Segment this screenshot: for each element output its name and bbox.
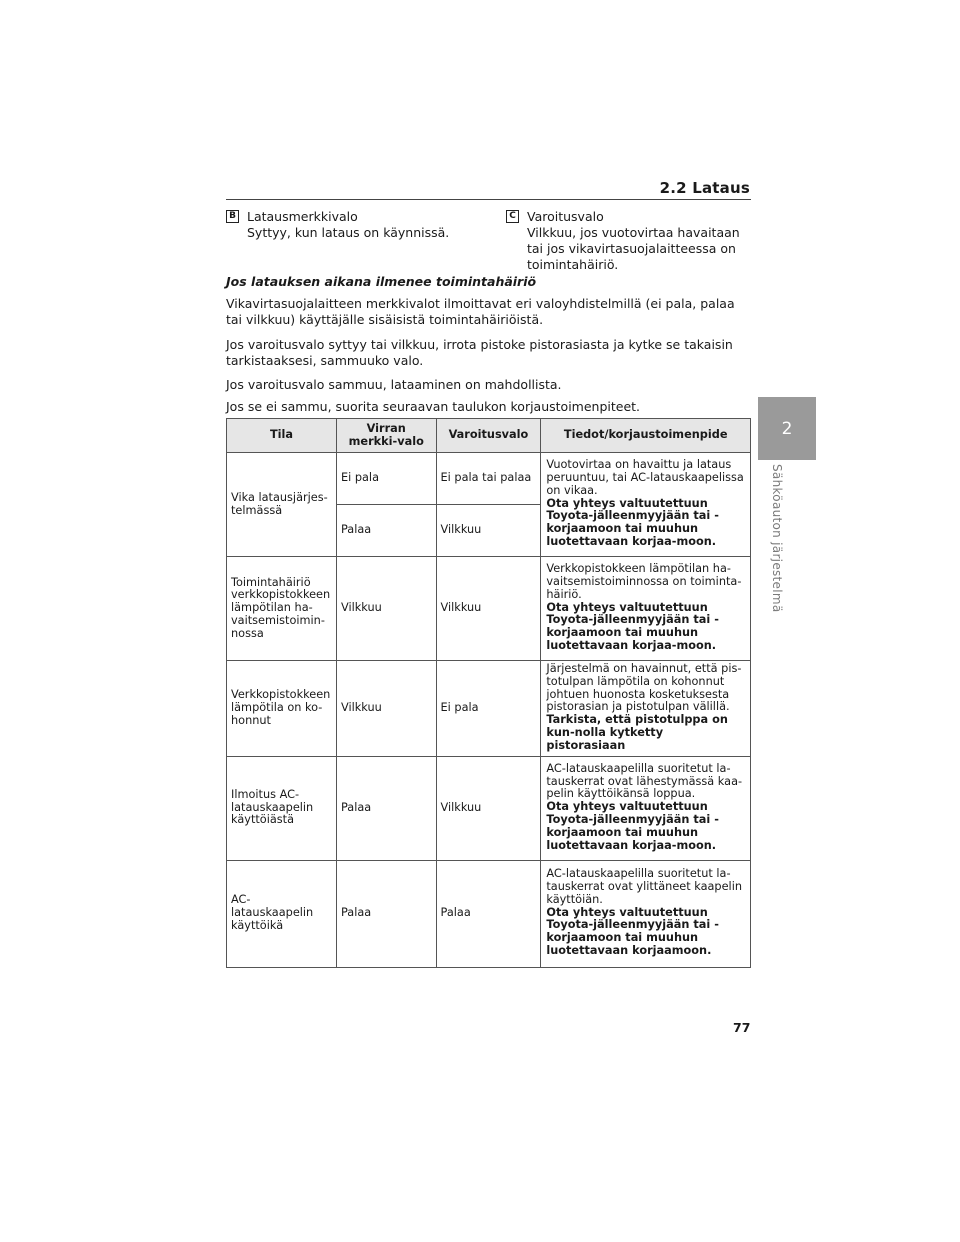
details-action: Tarkista, että pistotulppa on kun-nolla kytketty pistorasiaan [546, 713, 728, 752]
header-details: Tiedot/korjaustoimenpide [541, 419, 751, 453]
badge-c-icon: C [506, 210, 519, 223]
chapter-number: 2 [781, 418, 793, 439]
paragraph: Jos varoitusvalo sammuu, lataaminen on mahdollista. [226, 377, 562, 392]
warning-light-cell: Vilkkuu [436, 756, 541, 860]
chapter-tab[interactable] [758, 397, 816, 460]
indicator-b [226, 209, 476, 241]
warning-light-cell: Ei pala tai palaa [436, 453, 541, 505]
section-title: 2.2 Lataus [659, 179, 750, 197]
state-cell: AC-latauskaapelin käyttöikä [227, 860, 337, 967]
indicator-c-description: Vilkkuu, jos vuotovirtaa havaitaan tai jos vikavirtasuojalaitteessa on toimintahäiriö. [527, 225, 740, 272]
details-note: AC-latauskaapelilla suoritetut la-tauskerrat ovat lähestymässä kaa-pelin käyttöikänsä loppua. [546, 761, 743, 801]
power-light-cell: Vilkkuu [336, 661, 436, 757]
details-note: Järjestelmä on havainnut, että pis-totulpan lämpötila on kohonnut johtuen huonosta kosketuksesta pistorasian ja pistotulpan välillä. [546, 662, 742, 714]
header-power-light: Virran merkki-valo [336, 419, 436, 453]
table-row [227, 860, 751, 967]
details-action: Ota yhteys valtuutettuun Toyota-jälleenmyyjään tai -korjaamoon tai muuhun luotettavaan korjaa-moon. [546, 800, 719, 852]
details-note: AC-latauskaapelilla suoritetut la-tauskerrat ovat ylittäneet kaapelin käyttöiän. [546, 867, 742, 906]
warning-light-cell: Palaa [436, 860, 541, 967]
power-light-cell: Palaa [336, 505, 436, 557]
subheading: Jos latauksen aikana ilmenee toimintahäiriö [226, 274, 537, 289]
details-action: Ota yhteys valtuutettuun Toyota-jälleenmyyjään tai -korjaamoon tai muuhun luotettavaan korjaa-moon. [546, 496, 719, 548]
badge-b-icon: B [226, 210, 239, 223]
details-cell [541, 557, 751, 661]
indicator-c-title: Varoitusvalo [527, 209, 604, 224]
details-cell [541, 860, 751, 967]
state-cell: Verkkopistokkeen lämpötila on ko-honnut [227, 661, 337, 757]
details-cell [541, 661, 751, 757]
details-note: Vuotovirtaa on havaittu ja lataus peruuntuu, tai AC-latauskaapelissa on vikaa. [546, 458, 744, 497]
indicator-c [506, 209, 751, 273]
power-light-cell: Palaa [336, 756, 436, 860]
warning-light-cell: Vilkkuu [436, 557, 541, 661]
paragraph: Vikavirtasuojalaitteen merkkivalot ilmoittavat eri valoyhdistelmillä (ei pala, palaa tai vilkkuu) käyttäjälle sisäisistä toimintahäiriöistä. [226, 296, 735, 327]
power-light-cell: Vilkkuu [336, 557, 436, 661]
details-cell [541, 756, 751, 860]
paragraph: Jos varoitusvalo syttyy tai vilkkuu, irrota pistoke pistorasiasta ja kytke se takaisin tarkistaaksesi, sammuuko valo. [226, 337, 733, 368]
header-rule [226, 199, 751, 200]
page-number: 77 [733, 1020, 751, 1035]
table-header-row [227, 419, 751, 453]
indicator-b-description: Syttyy, kun lataus on käynnissä. [247, 225, 450, 240]
details-action: Ota yhteys valtuutettuun Toyota-jälleenmyyjään tai -korjaamoon tai muuhun luotettavaan korjaamoon. [546, 905, 719, 958]
table-row [227, 756, 751, 860]
warning-light-cell: Vilkkuu [436, 505, 541, 557]
table-row [227, 661, 751, 757]
details-action: Ota yhteys valtuutettuun Toyota-jälleenmyyjään tai -korjaamoon tai muuhun luotettavaan korjaa-moon. [546, 600, 719, 652]
power-light-cell: Ei pala [336, 453, 436, 505]
header-warning-light: Varoitusvalo [436, 419, 541, 453]
header-state: Tila [227, 419, 337, 453]
paragraph: Jos se ei sammu, suorita seuraavan taulukon korjaustoimenpiteet. [226, 399, 641, 414]
indicator-b-title: Latausmerkkivalo [247, 209, 358, 224]
fault-table [226, 418, 751, 968]
chapter-title: Sähköauton järjestelmä [770, 464, 784, 613]
table-row [227, 557, 751, 661]
warning-light-cell: Ei pala [436, 661, 541, 757]
details-note: Verkkopistokkeen lämpötilan ha-vaitsemistoiminnossa on toiminta-häiriö. [546, 562, 742, 601]
power-light-cell: Palaa [336, 860, 436, 967]
table-row [227, 453, 751, 505]
state-cell: Ilmoitus AC-latauskaapelin käyttöiästä [227, 756, 337, 860]
state-cell: Vika latausjärjes-telmässä [227, 453, 337, 557]
state-cell: Toimintahäiriö verkkopistokkeen lämpötilan ha-vaitsemistoimin-nossa [227, 557, 337, 661]
details-cell [541, 453, 751, 557]
